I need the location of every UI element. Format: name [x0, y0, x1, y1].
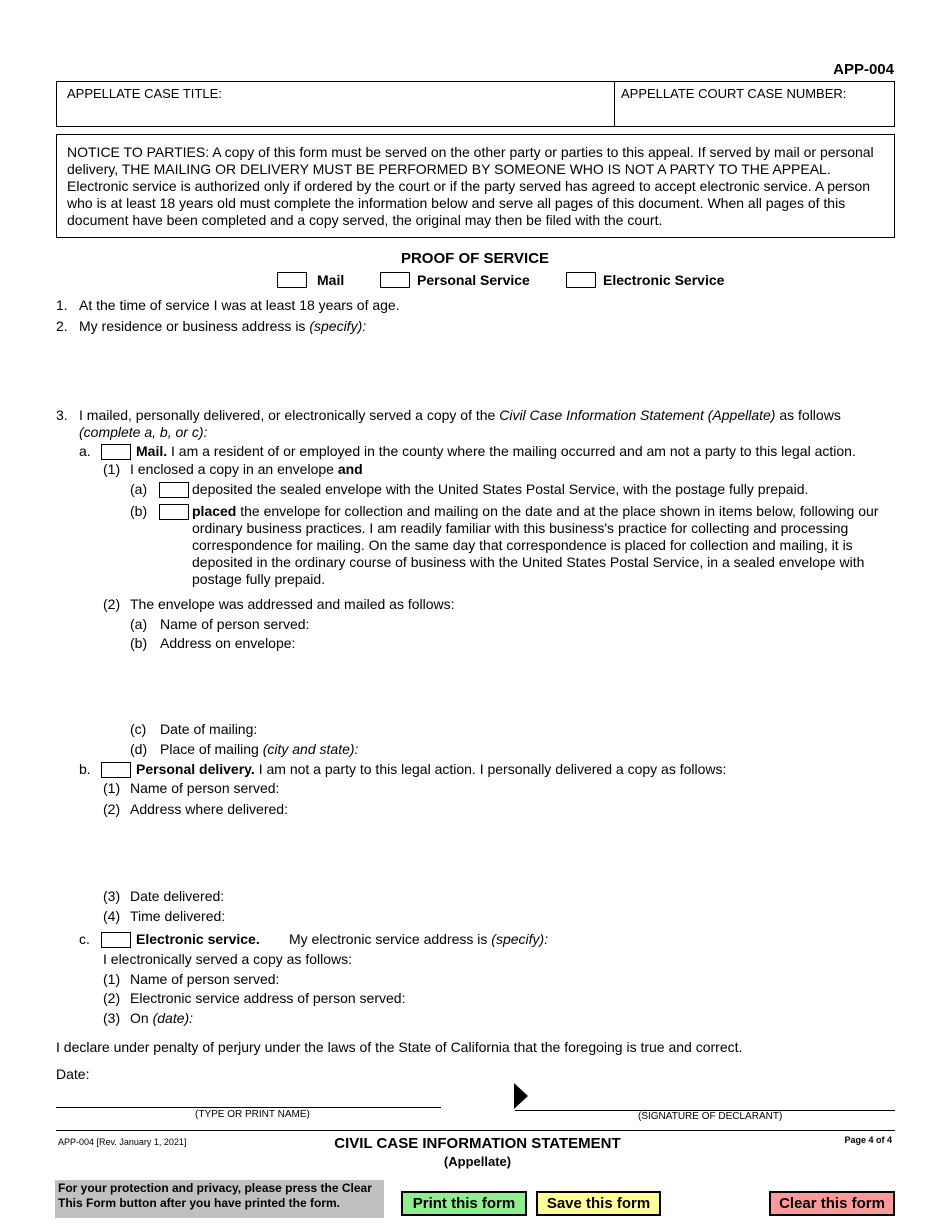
mail-s2b-text: Address on envelope:	[160, 635, 296, 651]
electronic-e2-number: (2)	[103, 990, 121, 1006]
electronic-section-checkbox[interactable]	[101, 932, 131, 948]
footer-title: CIVIL CASE INFORMATION STATEMENT	[334, 1135, 621, 1152]
electronic-e1-number: (1)	[103, 971, 121, 987]
signature-arrow-icon	[514, 1083, 528, 1109]
electronic-service-label: Electronic Service	[603, 272, 725, 288]
personal-delivery-checkbox[interactable]	[101, 762, 131, 778]
personal-service-checkbox[interactable]	[380, 272, 410, 288]
personal-service-label: Personal Service	[417, 272, 530, 288]
personal-p2-text: Address where delivered:	[130, 801, 288, 817]
personal-p2-number: (2)	[103, 801, 121, 817]
footer-divider	[56, 1130, 895, 1131]
mail-s2a-label: (a)	[130, 616, 148, 632]
mail-b-line-5: postage fully prepaid.	[192, 571, 326, 587]
mail-label: Mail	[317, 272, 345, 288]
mail-letter: a.	[79, 443, 91, 459]
personal-p4-text: Time delivered:	[130, 908, 226, 924]
item2-number: 2.	[56, 318, 68, 334]
mail-s2-text: The envelope was addressed and mailed as follows:	[130, 596, 455, 612]
case-title-box[interactable]	[56, 81, 615, 127]
personal-p3-text: Date delivered:	[130, 888, 225, 904]
name-line[interactable]	[56, 1107, 441, 1108]
mail-s2d-label: (d)	[130, 741, 148, 757]
mail-a-text: deposited the sealed envelope with the United States Postal Service, with the postage fully prepaid.	[192, 481, 809, 497]
item1-number: 1.	[56, 297, 68, 313]
personal-p1-text: Name of person served:	[130, 780, 280, 796]
electronic-letter: c.	[79, 931, 90, 947]
form-id: APP-004	[833, 61, 894, 78]
mail-deposited-checkbox[interactable]	[159, 482, 189, 498]
mail-b-line-3: correspondence for mailing. On the same day that correspondence is placed for collection and mailing, it is	[192, 537, 853, 553]
mail-a-label: (a)	[130, 481, 148, 497]
mail-section-checkbox[interactable]	[101, 444, 131, 460]
mail-s1-number: (1)	[103, 461, 121, 477]
item2-text: My residence or business address is (specify):	[79, 318, 367, 334]
personal-delivery-text: Personal delivery. I am not a party to this legal action. I personally delivered a copy as follows:	[136, 761, 727, 777]
date-label: Date:	[56, 1066, 90, 1082]
case-number-box[interactable]	[614, 81, 895, 127]
footer-subtitle: (Appellate)	[443, 1154, 512, 1169]
mail-s2b-label: (b)	[130, 635, 148, 651]
proof-title: PROOF OF SERVICE	[400, 250, 550, 267]
mail-s2-number: (2)	[103, 596, 121, 612]
notice-box	[56, 134, 895, 238]
item3-note: (complete a, b, or c):	[79, 424, 208, 440]
electronic-e3-text: On (date):	[130, 1010, 194, 1026]
clear-button[interactable]: Clear this form	[769, 1191, 895, 1216]
electronic-address-label: My electronic service address is (specify):	[289, 931, 549, 947]
electronic-intro: I electronically served a copy as follows:	[103, 951, 352, 967]
personal-letter: b.	[79, 761, 91, 777]
privacy-note: For your protection and privacy, please press the Clear This Form button after you have printed the form.	[55, 1180, 384, 1218]
mail-b-line-1: placed the envelope for collection and mailing on the date and at the place shown in items below, following our	[192, 503, 879, 519]
electronic-e2-text: Electronic service address of person served:	[130, 990, 406, 1006]
page-number: Page 4 of 4	[844, 1135, 892, 1145]
signature-caption: (SIGNATURE OF DECLARANT)	[638, 1111, 783, 1122]
declaration-text: I declare under penalty of perjury under the laws of the State of California that the foregoing is true and correct.	[56, 1039, 743, 1055]
electronic-e3-number: (3)	[103, 1010, 121, 1026]
mail-s2a-text: Name of person served:	[160, 616, 310, 632]
mail-s2c-label: (c)	[130, 721, 147, 737]
save-button[interactable]: Save this form	[536, 1191, 661, 1216]
mail-placed-checkbox[interactable]	[159, 504, 189, 520]
item1-text: At the time of service I was at least 18 years of age.	[79, 297, 400, 313]
electronic-service-checkbox[interactable]	[566, 272, 596, 288]
personal-p3-number: (3)	[103, 888, 121, 904]
electronic-e1-text: Name of person served:	[130, 971, 280, 987]
mail-b-line-2: ordinary business practices. I am readily familiar with this business's practice for collecting and processing	[192, 520, 849, 536]
case-title-label: APPELLATE CASE TITLE:	[67, 86, 222, 101]
item3-number: 3.	[56, 407, 68, 423]
mail-section-text: Mail. I am a resident of or employed in the county where the mailing occurred and am not a party to this legal action.	[136, 443, 856, 459]
mail-s2c-text: Date of mailing:	[160, 721, 258, 737]
case-number-label: APPELLATE COURT CASE NUMBER:	[621, 86, 847, 101]
mail-s2d-text: Place of mailing (city and state):	[160, 741, 359, 757]
electronic-title: Electronic service.	[136, 931, 260, 947]
personal-p1-number: (1)	[103, 780, 121, 796]
notice-text: NOTICE TO PARTIES: A copy of this form must be served on the other party or parties to this appeal. If served by mail or personal delivery, THE MAILING OR DELIVERY MUST BE PERFORMED BY SOMEONE WHO IS NOT A PARTY TO THE APPEAL. Electronic service is authorized only if ordered by the court or if the party served has agreed to accept electronic service. A person who is at least 18 years old must complete the information below and serve all pages of this document. When all pages of this document have been completed and a copy served, the original may then be filed with the court.	[67, 144, 874, 228]
mail-checkbox[interactable]	[277, 272, 307, 288]
item3-text: I mailed, personally delivered, or electronically served a copy of the Civil Case Information Statement (Appellate) as follows	[79, 407, 841, 423]
footer-revision: APP-004 [Rev. January 1, 2021]	[58, 1137, 187, 1147]
personal-p4-number: (4)	[103, 908, 121, 924]
print-button[interactable]: Print this form	[401, 1191, 527, 1216]
name-caption: (TYPE OR PRINT NAME)	[195, 1109, 310, 1120]
mail-b-label: (b)	[130, 503, 148, 519]
mail-b-line-4: deposited in the ordinary course of business with the United States Postal Service, in a sealed envelope with	[192, 554, 865, 570]
mail-s1-text: I enclosed a copy in an envelope and	[130, 461, 363, 477]
